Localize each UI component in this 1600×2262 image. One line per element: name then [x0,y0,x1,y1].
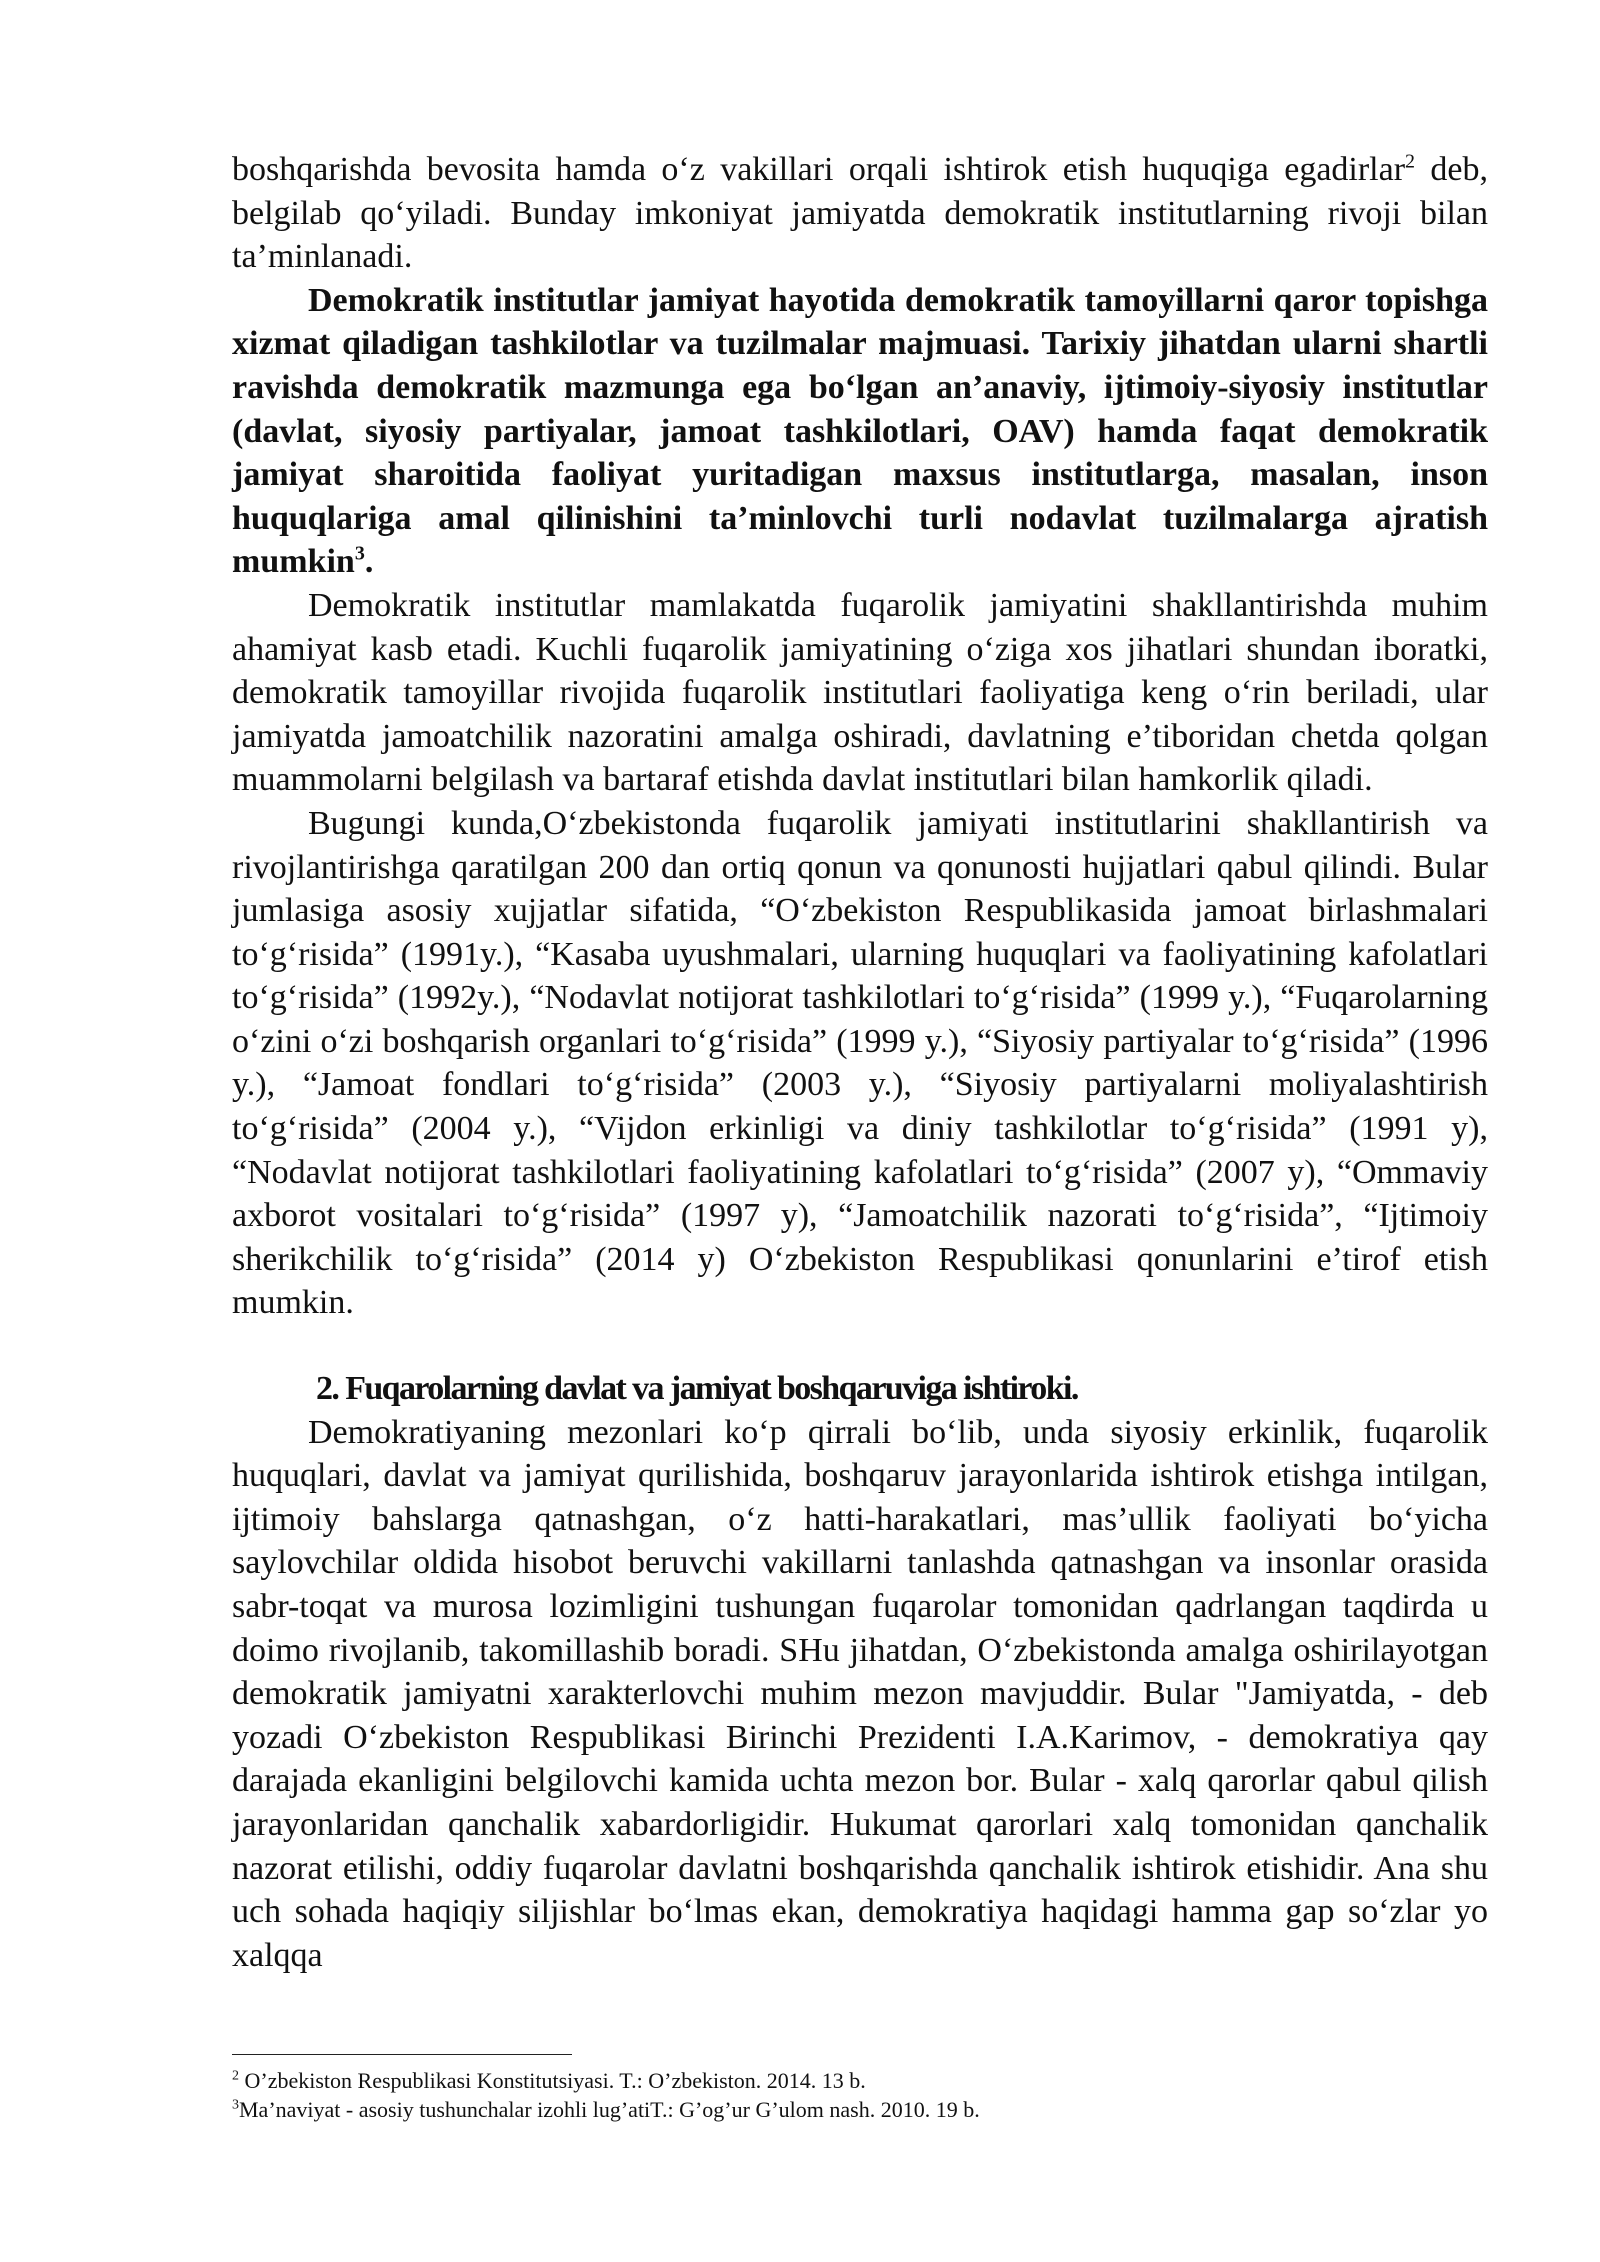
paragraph-1 [232,148,1488,279]
footnote-3-number: 3 [232,2097,239,2113]
footnote-2-text: O’zbekiston Respublikasi Konstitutsiyasi. T.: O’zbekiston. 2014. 13 b. [239,2068,866,2093]
paragraph-2-tail: . [364,543,374,581]
footnote-3-text: Ma’naviyat - asosiy tushunchalar izohli lug’atiT.: G’og’ur G’ulom nash. 2010. 19 b. [239,2097,980,2122]
paragraph-5: Demokratiyaning mezonlari ko‘p qirrali bo‘lib, unda siyosiy erkinlik, fuqarolik huquqlari, davlat va jamiyat qurilishida, boshqaruv jarayonlarida ishtirok etishga intilgan, ijtimoiy bahslarga qatnashgan, o‘z hatti-harakatlari, mas’ullik faoliyati bo‘yicha saylovchilar oldida hisobot beruvchi vakillarni tanlashda qatnashgan va insonlar orasida sabr-toqat va murosa lozimligini tushungan fuqarolar tomonidan qadrlangan taqdirda u doimo rivojlanib, takomillashib boradi. SHu jihatdan, O‘zbekistonda amalga oshirilayotgan demokratik jamiyatni xarakterlovchi muhim mezon mavjuddir. Bular "Jamiyatda, - deb yozadi O‘zbekiston Respublikasi Birinchi Prezidenti I.A.Karimov, - demokratiya qay darajada ekanligini belgilovchi kamida uchta mezon bor. Bular - xalq qarorlar qabul qilish jarayonlaridan qanchalik xabardorligidir. Hukumat qarorlari xalq tomonidan qanchalik nazorat etilishi, oddiy fuqarolar davlatni boshqarishda qanchalik ishtirok etishidir. Ana shu uch sohada haqiqiy siljishlar bo‘lmas ekan, demokratiya haqidagi hamma gap so‘zlar yo xalqqa [232,1413,1488,1974]
paragraph-2-text: Demokratik institutlar jamiyat hayotida demokratik tamoyillarni qaror topishga xizmat qiladigan tashkilotlar va tuzilmalar majmuasi. Tarixiy jihatdan ularni shartli ravishda demokratik mazmunga ega bo‘lgan an’anaviy, ijtimoiy-siyosiy institutlar (davlat, siyosiy partiyalar, jamoat tashkilotlari, OAV) hamda faqat demokratik jamiyat sharoitida faoliyat yuritadigan maxsus institutlarga, masalan, inson huquqlariga amal qilinishini ta’minlovchi turli nodavlat tuzilmalarga ajratish mumkin [232,281,1488,581]
footnote-ref-3: 3 [354,543,365,566]
footnote-2-number: 2 [232,2068,239,2084]
footnotes [232,2066,1488,2124]
paragraph-3: Demokratik institutlar mamlakatda fuqarolik jamiyatini shakllantirishda muhim ahamiyat kasb etadi. Kuchli fuqarolik jamiyatining o‘ziga xos jihatlari shundan iboratki, demokratik tamoyillar rivojida fuqarolik institutlari faoliyatiga keng o‘rin beriladi, ular jamiyatda jamoatchilik nazoratini amalga oshiradi, davlatning e’tiboridan chetda qolgan muammolarni belgilash va bartaraf etishda davlat institutlari bilan hamkorlik qiladi. [232,586,1488,799]
footnote-2 [232,2066,1488,2095]
paragraph-2 [232,279,1488,584]
paragraph-1-tail: deb, belgilab qo‘yiladi. Bunday imkoniyat jamiyatda demokratik institutlarning rivoji bilan ta’minlanadi. [232,151,1488,276]
footnote-3 [232,2095,1488,2124]
paragraph-1-text: boshqarishda bevosita hamda o‘z vakillari orqali ishtirok etish huquqiga egadirlar [232,151,1406,188]
footnote-divider [232,2054,572,2055]
section-heading: 2. Fuqarolarning davlat va jamiyat boshqaruviga ishtiroki. [316,1370,1078,1408]
document-body [232,148,1488,1977]
footnote-ref-2: 2 [1405,150,1416,173]
paragraph-4: Bugungi kunda,O‘zbekistonda fuqarolik jamiyati institutlarini shakllantirish va rivojlantirishga qaratilgan 200 dan ortiq qonun va qonunosti hujjatlari qabul qilindi. Bular jumlasiga asosiy xujjatlar sifatida, “O‘zbekiston Respublikasida jamoat birlashmalari to‘g‘risida” (1991y.), “Kasaba uyushmalari, ularning huquqlari va faoliyatining kafolatlari to‘g‘risida” (1992y.), “Nodavlat notijorat tashkilotlari to‘g‘risida” (1999 y.), “Fuqarolarning o‘zini o‘zi boshqarish organlari to‘g‘risida” (1999 y.), “Siyosiy partiyalar to‘g‘risida” (1996 y.), “Jamoat fondlari to‘g‘risida” (2003 y.), “Siyosiy partiyalarni moliyalashtirish to‘g‘risida” (2004 y.), “Vijdon erkinligi va diniy tashkilotlar to‘g‘risida” (1991 y), “Nodavlat notijorat tashkilotlari faoliyatining kafolatlari to‘g‘risida” (2007 y), “Ommaviy axborot vositalari to‘g‘risida” (1997 y), “Jamoatchilik nazorati to‘g‘risida”, “Ijtimoiy sherikchilik to‘g‘risida” (2014 y) O‘zbekiston Respublikasi qonunlarini e’tirof etish mumkin. [232,804,1488,1322]
